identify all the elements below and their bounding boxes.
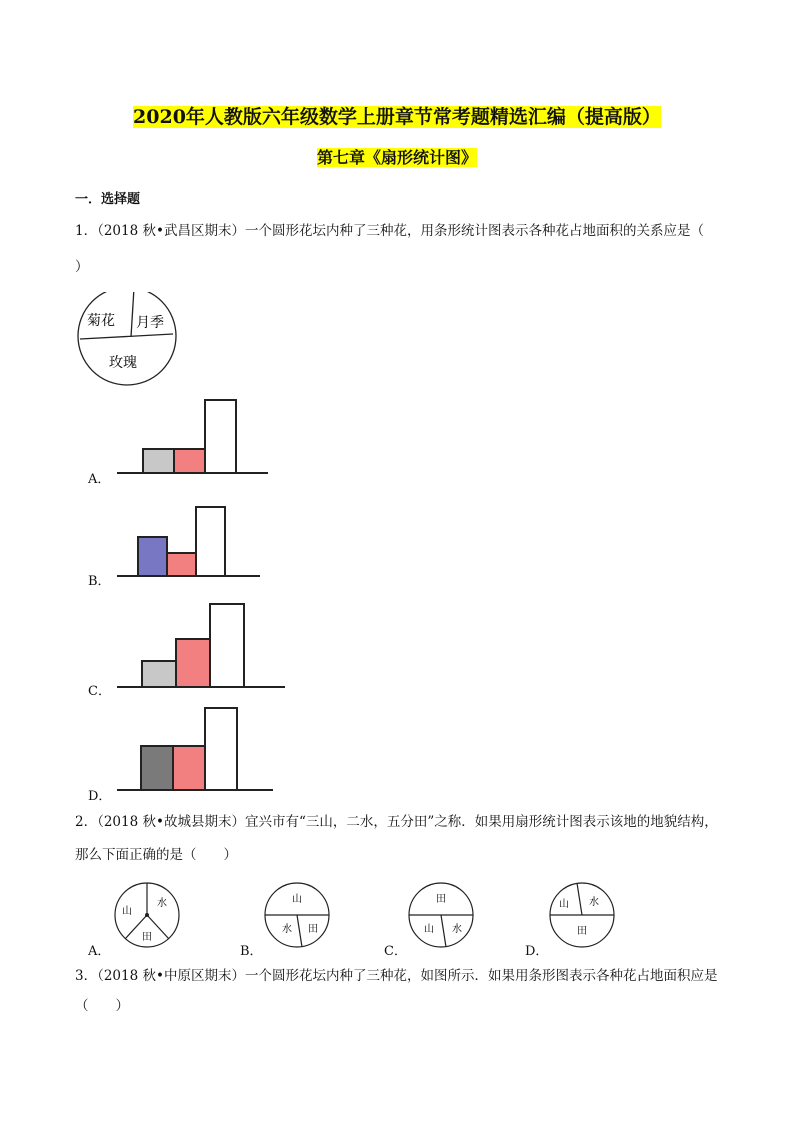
bar-c-1 [142,661,176,687]
question-2-option-a-label[interactable]: A． [88,944,111,959]
question-1-option-b-label[interactable]: B． [88,574,111,589]
question-2-option-a-pie[interactable] [112,880,182,950]
question-2-option-d-pie[interactable] [547,880,617,950]
q2c-label-tian: 田 [436,894,446,905]
question-1-pie-figure [72,292,192,392]
question-1-option-c-label[interactable]: C． [88,684,111,699]
pie-label-yueji: 月季 [136,315,164,331]
q2c-label-shui: 水 [452,924,462,935]
q2d-label-tian: 田 [577,926,587,937]
question-1-text-cont: ） [75,259,89,275]
question-2-option-c-label[interactable]: C． [384,944,407,959]
chapter-title [0,147,794,169]
bar-b-3 [196,507,225,576]
q2d-label-shui: 水 [589,897,599,908]
q2b-label-shan: 山 [292,894,302,905]
bar-d-1 [141,746,173,790]
bar-d-2 [173,746,205,790]
question-1-option-a-label[interactable]: A． [88,472,111,487]
q2a-center [145,913,149,917]
document-title-text: 2020年人教版六年级数学上册章节常考题精选汇编（提高版） [133,106,661,128]
q2a-label-shan: 山 [122,906,132,917]
q2a-label-shui: 水 [157,898,167,909]
question-2-option-b-pie[interactable] [262,880,332,950]
bar-b-1 [138,537,167,576]
bar-c-2 [176,639,210,687]
question-2-text: 2．（2018 秋•故城县期末）宜兴市有“三山，二水，五分田”之称．如果用扇形统计图表示该地的地貌结构， [75,814,718,830]
document-title [0,104,794,130]
pie-label-juhua: 菊花 [87,313,115,329]
bar-a-1 [143,449,174,473]
q2a-label-tian: 田 [142,932,152,943]
question-1-text: 1．（2018 秋•武昌区期末）一个圆形花坛内种了三种花，用条形统计图表示各种花占地面积的关系应是（ [75,223,704,239]
q2b-label-tian: 田 [308,924,318,935]
question-2-text-cont: 那么下面正确的是（ ） [75,847,237,863]
question-2-option-d-label[interactable]: D． [525,944,549,959]
question-2-option-b-label[interactable]: B． [240,944,263,959]
chapter-title-text: 第七章《扇形统计图》 [316,148,477,167]
question-1-option-d-chart[interactable] [115,703,280,795]
bar-a-2 [174,449,205,473]
question-1-option-b-chart[interactable] [115,504,275,582]
q2b-label-shui: 水 [282,924,292,935]
question-1-option-c-chart[interactable] [115,600,290,692]
q2d-label-shan: 山 [559,899,569,910]
bar-d-3 [205,708,237,790]
pie-label-meigui: 玫瑰 [109,355,137,371]
question-3-text-cont: （ ） [75,998,129,1014]
question-1-option-a-chart[interactable] [115,396,275,478]
bar-a-3 [205,400,236,473]
question-3-text: 3．（2018 秋•中原区期末）一个圆形花坛内种了三种花，如图所示．如果用条形图表示各种花占地面积应是 [75,968,718,984]
section-heading: 一．选择题 [75,192,141,207]
bar-b-2 [167,553,196,576]
bar-c-3 [210,604,244,687]
question-1-option-d-label[interactable]: D． [88,789,112,804]
q2c-label-shan: 山 [424,924,434,935]
question-2-option-c-pie[interactable] [406,880,476,950]
